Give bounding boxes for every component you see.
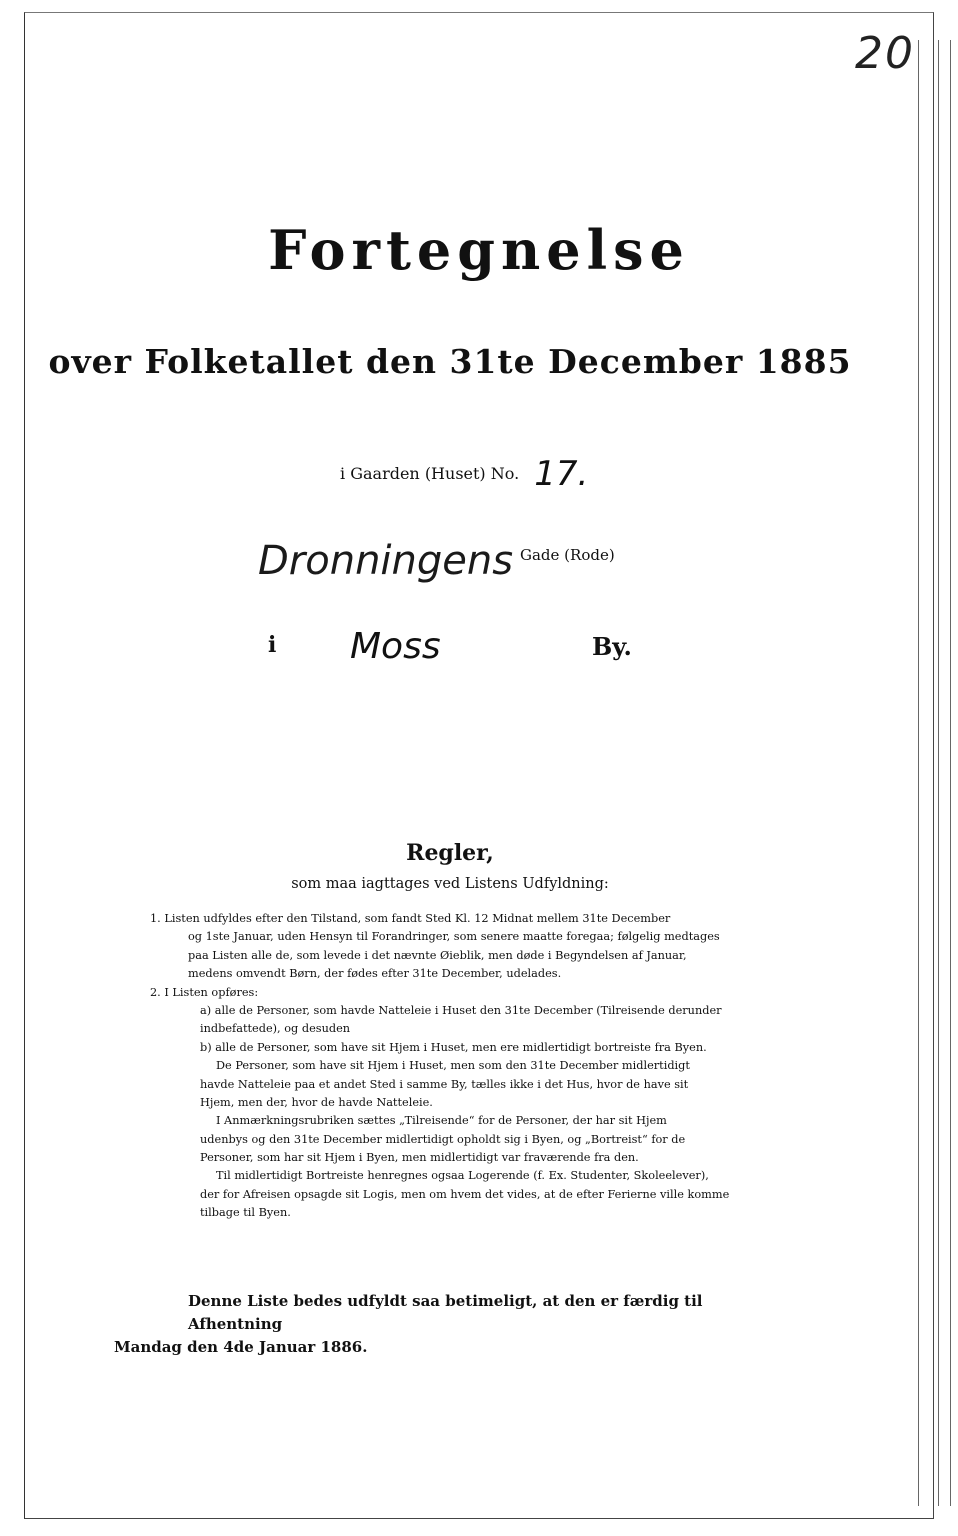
rule-line: indbefattede), og desuden [200,1022,351,1036]
rule-line: De Personer, som have sit Hjem i Huset, men som den 31te December midlertidigt [216,1059,690,1073]
rule-line: medens omvendt Børn, der fødes efter 31te December, udelades. [188,967,562,981]
rules-list [150,910,790,1223]
rule-line: a) alle de Personer, som havde Natteleie i Huset den 31te December (Tilreisende derunder [200,1003,722,1017]
rules-title: Regler, [406,840,494,866]
rule-line: Til midlertidigt Bortreiste henregnes ogsaa Logerende (f. Ex. Studenter, Skoleelever), [216,1169,709,1183]
page-number: 20 [855,28,915,79]
rule-line: Personer, som har sit Hjem i Byen, men midlertidigt var fraværende fra den. [200,1151,639,1165]
rule-line: og 1ste Januar, uden Hensyn til Forandringer, som senere maatte foregaa; følgelig medtages [188,930,720,944]
rule-line: Hjem, men der, hvor de havde Natteleie. [200,1095,433,1109]
street-name-handwritten: Dronningens [258,538,514,584]
deadline-notice [114,1290,786,1359]
rule-line: I Anmærkningsrubriken sættes „Tilreisende“ for de Personer, der har sit Hjem [216,1114,667,1128]
house-field [340,448,589,494]
rules-subtitle: som maa iagttages ved Listens Udfyldning: [291,876,609,892]
house-number-handwritten: 17. [534,454,589,494]
town-name-handwritten: Moss [350,626,441,667]
document-subtitle: over Folketallet den 31te December 1885 [48,342,852,381]
town-suffix: By. [592,632,632,661]
deadline-line-2: Mandag den 4de Januar 1886. [114,1338,368,1356]
rule-line: 1. Listen udfyldes efter den Tilstand, som fandt Sted Kl. 12 Midnat mellem 31te December [150,912,671,925]
rule-line: 2. I Listen opføres: [150,985,259,999]
house-label: i Gaarden (Huset) No. [340,464,520,483]
deadline-line-1: Denne Liste bedes udfyldt saa betimeligt, at den er færdig til Afhentning [188,1292,703,1333]
town-prefix: i [268,632,277,658]
rule-line: der for Afreisen opsagde sit Logis, men om hvem det vides, at de efter Ferierne ville komme [200,1187,730,1201]
rule-line: b) alle de Personer, som have sit Hjem i Huset, men ere midlertidigt bortreiste fra Byen. [200,1040,707,1054]
rule-line: paa Listen alle de, som levede i det nævnte Øieblik, men døde i Begyndelsen af Januar, [188,948,687,962]
rule-line: havde Natteleie paa et andet Sted i samme By, tælles ikke i det Hus, hvor de have sit [200,1077,689,1091]
rule-line: tilbage til Byen. [200,1206,291,1220]
street-label: Gade (Rode) [520,546,615,564]
document-title: Fortegnelse [268,218,690,282]
rule-line: udenbys og den 31te December midlertidigt opholdt sig i Byen, og „Bortreist“ for de [200,1132,686,1146]
